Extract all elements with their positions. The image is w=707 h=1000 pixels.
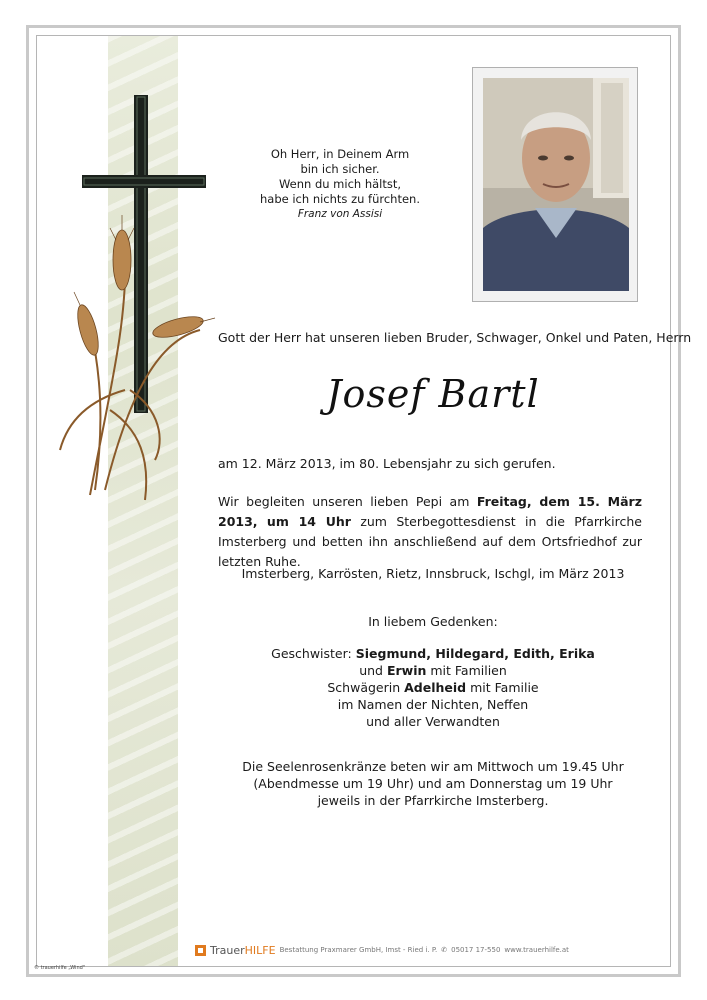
funeral-day: Freitag, dem 15. März 2013, [218,494,642,529]
with-family: mit Familie [466,680,539,695]
funeral-time: um 14 Uhr [266,514,351,529]
memory-title: In liebem Gedenken: [368,614,498,629]
funeral-text [258,514,267,529]
quote-line: habe ich nichts zu fürchten. [259,192,420,206]
portrait-frame [472,67,638,302]
website-link[interactable]: www.trauerhilfe.at [504,946,569,954]
company-name: Bestattung Praxmarer GmbH, Imst - Ried i. P. [279,946,438,954]
rosary-line: Die Seelenrosenkränze beten wir am Mittwoch um 19.45 Uhr [242,759,624,774]
rosary-line: (Abendmesse um 19 Uhr) und am Donnerstag um 19 Uhr [253,776,613,791]
rosary-line: jeweils in der Pfarrkirche Imsterberg. [317,793,549,808]
footer [195,943,665,957]
death-notice: am 12. März 2013, im 80. Lebensjahr zu sich gerufen. [218,456,556,471]
sibling-last: Erwin [386,663,427,678]
brand-part2: HILFE [244,943,276,957]
nieces-line: im Namen der Nichten, Neffen [337,697,529,712]
mourners-line [218,679,648,696]
quote-line: bin ich sicher. [300,162,380,176]
sister-in-law-name: Adelheid [404,680,467,695]
brand-part1: Trauer [210,943,245,957]
relatives-line: und aller Verwandten [366,714,500,729]
quote-line: Wenn du mich hältst, [278,177,402,191]
deceased-name: Josef Bartl [326,372,540,416]
siblings-label: Geschwister: [271,646,356,661]
phone-number: 05017 17-550 [451,946,501,954]
funeral-text: Wir begleiten unseren lieben Pepi am [218,494,477,509]
cross-icon [82,95,206,413]
portrait-photo [483,78,629,291]
with-families: mit Familien [426,663,507,678]
brand-logo [210,944,276,957]
phone-icon: ✆ [441,946,448,954]
cross-wheat-illustration [50,90,220,510]
rosary-info [218,758,648,809]
funeral-details [218,492,642,572]
place-date: Imsterberg, Karrösten, Rietz, Innsbruck, Ischgl, im März 2013 [241,566,625,581]
quote-author: Franz von Assisi [297,208,383,220]
funeral-text: zum Sterbegottesdienst in die Pfarrkirche Imsterberg und betten ihn anschließend auf dem Ortsfriedhof zur letzten Ruhe. [218,514,642,569]
and-label: und [359,663,387,678]
mourners-list [218,645,648,730]
logo-icon [195,945,206,956]
wheat-icon [60,250,200,500]
quote-line: Oh Herr, in Deinem Arm [270,147,410,161]
sister-in-law-label: Schwägerin [327,680,405,695]
mourners-line [218,645,648,662]
siblings-names: Siegmund, Hildegard, Edith, Erika [355,646,595,661]
memorial-quote [230,147,450,222]
mourners-line [218,662,648,679]
copyright: © trauerhilfe „Wind" [34,965,86,971]
intro-text: Gott der Herr hat unseren lieben Bruder, Schwager, Onkel und Paten, Herrn [218,330,692,345]
